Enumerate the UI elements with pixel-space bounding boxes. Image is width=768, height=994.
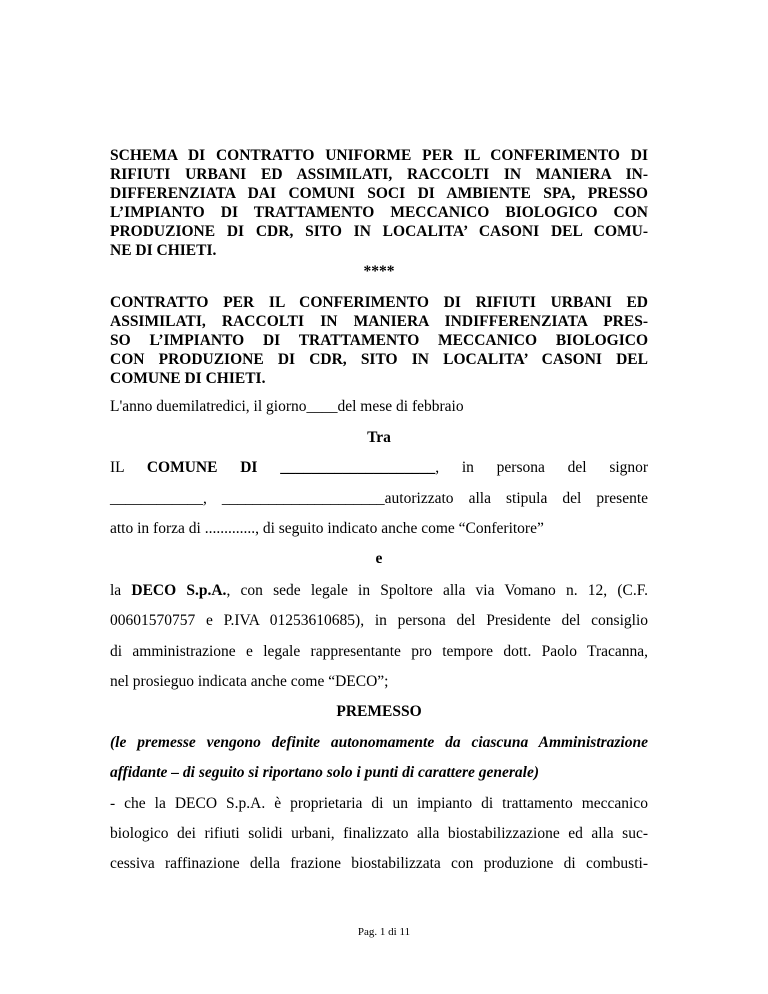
subtitle-line: ASSIMILATI, RACCOLTI IN MANIERA INDIFFERENZIATA PRES- [110,313,648,330]
subtitle-line: CON PRODUZIONE DI CDR, SITO IN LOCALITA’ CASONI DEL [110,351,648,368]
party1-di: DI [240,459,258,476]
party1-in: in [461,459,474,476]
clause1-line1: - che la DECO S.p.A. è proprietaria di un impianto di trattamento meccanico [110,795,648,812]
party1-line1 [110,458,648,478]
party1-blank1: ____________, [110,490,207,507]
party1-del2: del [562,490,582,507]
party1-persona: persona [496,459,545,476]
party1-del: del [567,459,587,476]
clause1-line3: cessiva raffinazione della frazione biostabilizzata con produzione di combusti- [110,855,648,872]
party2-line1 [110,581,648,601]
subtitle-line: SO L’IMPIANTO DI TRATTAMENTO MECCANICO BIOLOGICO [110,332,648,349]
intro-text: L'anno duemilatredici, il giorno____del mese di febbraio [110,398,464,415]
party1-line3: atto in forza di ............., di seguito indicato anche come “Conferitore” [110,520,544,537]
e-heading: e [375,550,383,567]
party1-signor: signor [609,459,649,476]
party2-line1-rest: , con sede legale in Spoltore alla via Vomano n. 12, (C.F. [226,582,649,599]
party1-il: IL [110,459,125,476]
premesso-note-line2: affidante – di seguito si riportano solo i punti di carattere generale) [110,764,539,781]
title-line: L’IMPIANTO DI TRATTAMENTO MECCANICO BIOLOGICO CON [110,204,648,221]
clause1-line2: biologico dei rifiuti solidi urbani, finalizzato alla biostabilizzazione ed alla suc- [110,825,648,842]
party2-la: la [110,582,132,599]
subtitle-line: CONTRATTO PER IL CONFERIMENTO DI RIFIUTI URBANI ED [110,294,648,311]
title-line: SCHEMA DI CONTRATTO UNIFORME PER IL CONFERIMENTO DI [110,147,648,164]
party2-line3: di amministrazione e legale rappresentante pro tempore dott. Paolo Tracanna, [110,643,648,660]
party1-blank2: _____________________autorizzato [221,490,454,507]
contract-subtitle [110,293,648,388]
party1-stipula: stipula [506,490,548,507]
party2-line4: nel prosieguo indicata anche come “DECO”; [110,673,389,690]
title-line: RIFIUTI URBANI ED ASSIMILATI, RACCOLTI IN MANIERA IN- [110,166,648,183]
subtitle-line: COMUNE DI CHIETI. [110,370,266,387]
party1-line2 [110,489,648,509]
title-line: DIFFERENZIATA DAI COMUNI SOCI DI AMBIENTE SPA, PRESSO [110,185,648,202]
party1-comune: COMUNE [146,459,218,476]
party1-comma: , [435,459,440,476]
party1-blank: ____________________ [280,459,436,476]
premesso-heading: PREMESSO [336,703,422,720]
premesso-note-line1: (le premesse vengono definite autonomamente da ciascuna Amministrazione [110,734,648,751]
party2-deco: DECO S.p.A. [131,582,227,599]
separator: **** [363,263,395,280]
party2-line2: 00601570757 e P.IVA 01253610685), in persona del Presidente del consiglio [110,612,648,629]
title-line: NE DI CHIETI. [110,242,217,259]
party1-presente: presente [596,490,649,507]
tra-heading: Tra [367,429,391,446]
title-line: PRODUZIONE DI CDR, SITO IN LOCALITA’ CASONI DEL COMU- [110,223,648,240]
party1-alla: alla [468,490,491,507]
page-number: Pag. 1 di 11 [357,926,411,938]
document-title [110,146,648,260]
